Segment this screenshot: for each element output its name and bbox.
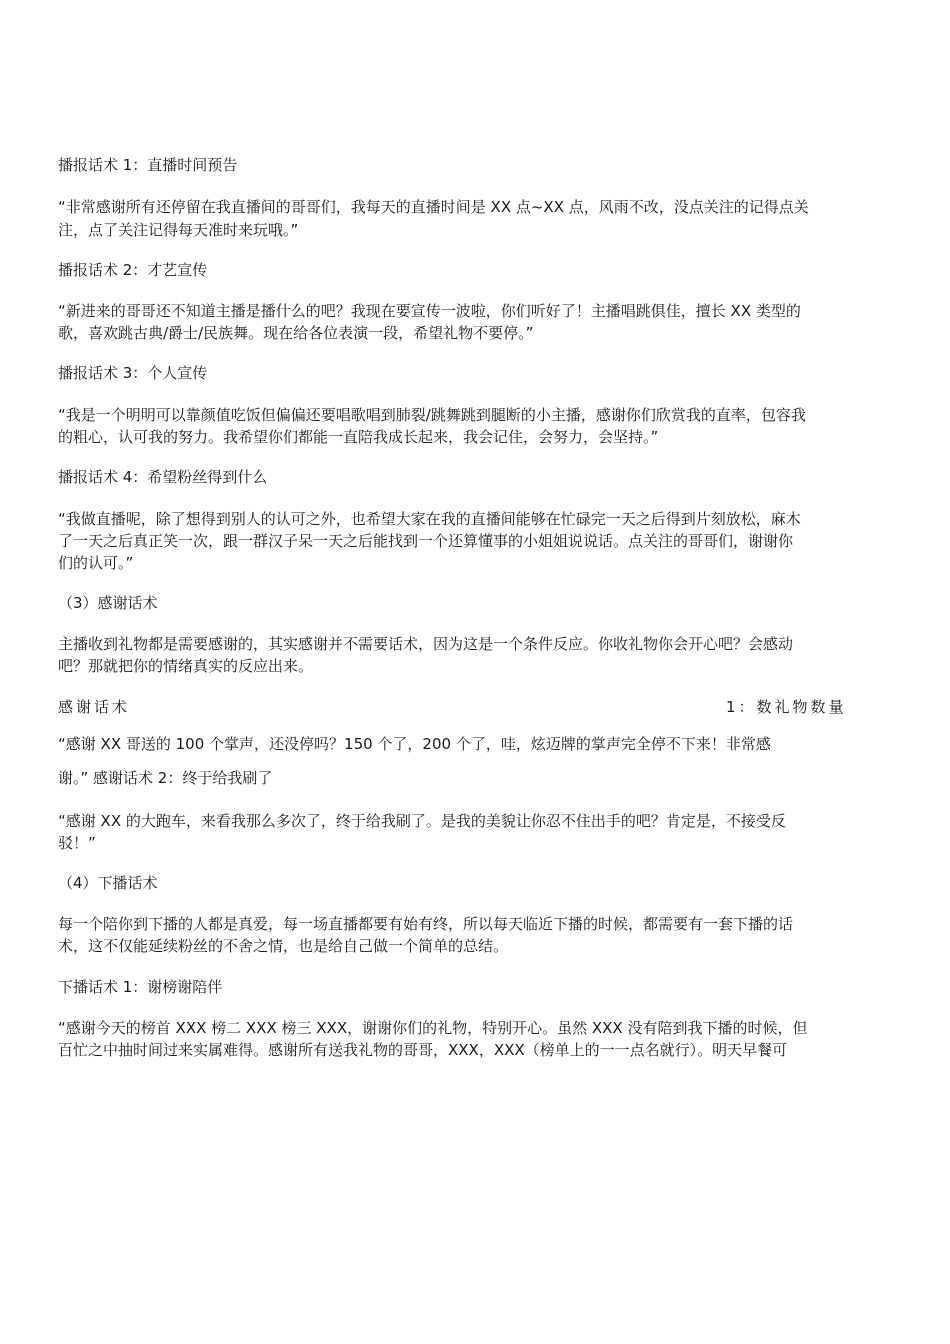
heading-thanks-1-left: 感谢话术 — [58, 698, 131, 716]
paragraph-line: “感谢 XX 哥送的 100 个掌声，还没停吗？150 个了，200 个了，哇，炫迈牌的掌声完全停不下来！非常感 — [58, 735, 771, 753]
paragraph-line: 的粗心，认可我的努力。我希望你们都能一直陪我成长起来，我会记住，会努力，会坚持。” — [58, 428, 659, 446]
paragraph-line: 驳！” — [58, 834, 96, 852]
paragraph-line: 歌，喜欢跳古典/爵士/民族舞。现在给各位表演一段，希望礼物不要停。” — [58, 324, 534, 342]
paragraph-line: “感谢今天的榜首 XXX 榜二 XXX 榜三 XXX，谢谢你们的礼物，特别开心。虽然 XXX 没有陪到我下播的时候，但 — [58, 1019, 808, 1037]
paragraph-line: 们的认可。” — [58, 554, 134, 572]
paragraph-line: “非常感谢所有还停留在我直播间的哥哥们，我每天的直播时间是 XX 点~XX 点，风雨不改，没点关注的记得点关 — [58, 198, 809, 216]
paragraph-line: “我是一个明明可以靠颜值吃饭但偏偏还要唱歌唱到肺裂/跳舞跳到腿断的小主播，感谢你们欣赏我的直率，包容我 — [58, 406, 806, 424]
paragraph-line: “感谢 XX 的大跑车，来看我那么多次了，终于给我刷了。是我的美貌让你忍不住出手的吧？肯定是，不接受反 — [58, 812, 786, 830]
heading-broadcast-3: 播报话术 3：个人宣传 — [58, 364, 208, 382]
section-heading-offline: （4）下播话术 — [58, 874, 158, 892]
paragraph-line: 了一天之后真正笑一次，跟一群汉子呆一天之后能找到一个还算懂事的小姐姐说说话。点关注的哥哥们，谢谢你 — [58, 532, 794, 550]
paragraph-line: 吧？那就把你的情绪真实的反应出来。 — [58, 657, 314, 675]
paragraph-line: 注，点了关注记得每天准时来玩哦。” — [58, 221, 299, 239]
paragraph-line: “我做直播呢，除了想得到别人的认可之外，也希望大家在我的直播间能够在忙碌完一天之后得到片刻放松，麻木 — [58, 510, 801, 528]
heading-thanks-1-right: 1：数礼物数量 — [726, 698, 847, 716]
heading-broadcast-1: 播报话术 1：直播时间预告 — [58, 156, 238, 174]
paragraph-line: “新进来的哥哥还不知道主播是播什么的吧？我现在要宣传一波啦，你们听好了！主播唱跳俱佳，擅长 XX 类型的 — [58, 302, 801, 320]
paragraph-line: 谢。” 感谢话术 2：终于给我刷了 — [58, 769, 273, 787]
heading-broadcast-2: 播报话术 2：才艺宣传 — [58, 261, 208, 279]
paragraph-line: 每一个陪你到下播的人都是真爱，每一场直播都要有始有终，所以每天临近下播的时候，都需要有一套下播的话 — [58, 915, 794, 933]
paragraph-line: 百忙之中抽时间过来实属难得。感谢所有送我礼物的哥哥，XXX，XXX（榜单上的一一点名就行）。明天早餐可 — [58, 1041, 788, 1059]
paragraph-line: 术，这不仅能延续粉丝的不舍之情，也是给自己做一个简单的总结。 — [58, 937, 509, 955]
heading-broadcast-4: 播报话术 4：希望粉丝得到什么 — [58, 468, 268, 486]
paragraph-line: 主播收到礼物都是需要感谢的，其实感谢并不需要话术，因为这是一个条件反应。你收礼物你会开心吧？会感动 — [58, 635, 794, 653]
heading-offline-1: 下播话术 1：谢榜谢陪伴 — [58, 978, 223, 996]
section-heading-thanks: （3）感谢话术 — [58, 594, 158, 612]
